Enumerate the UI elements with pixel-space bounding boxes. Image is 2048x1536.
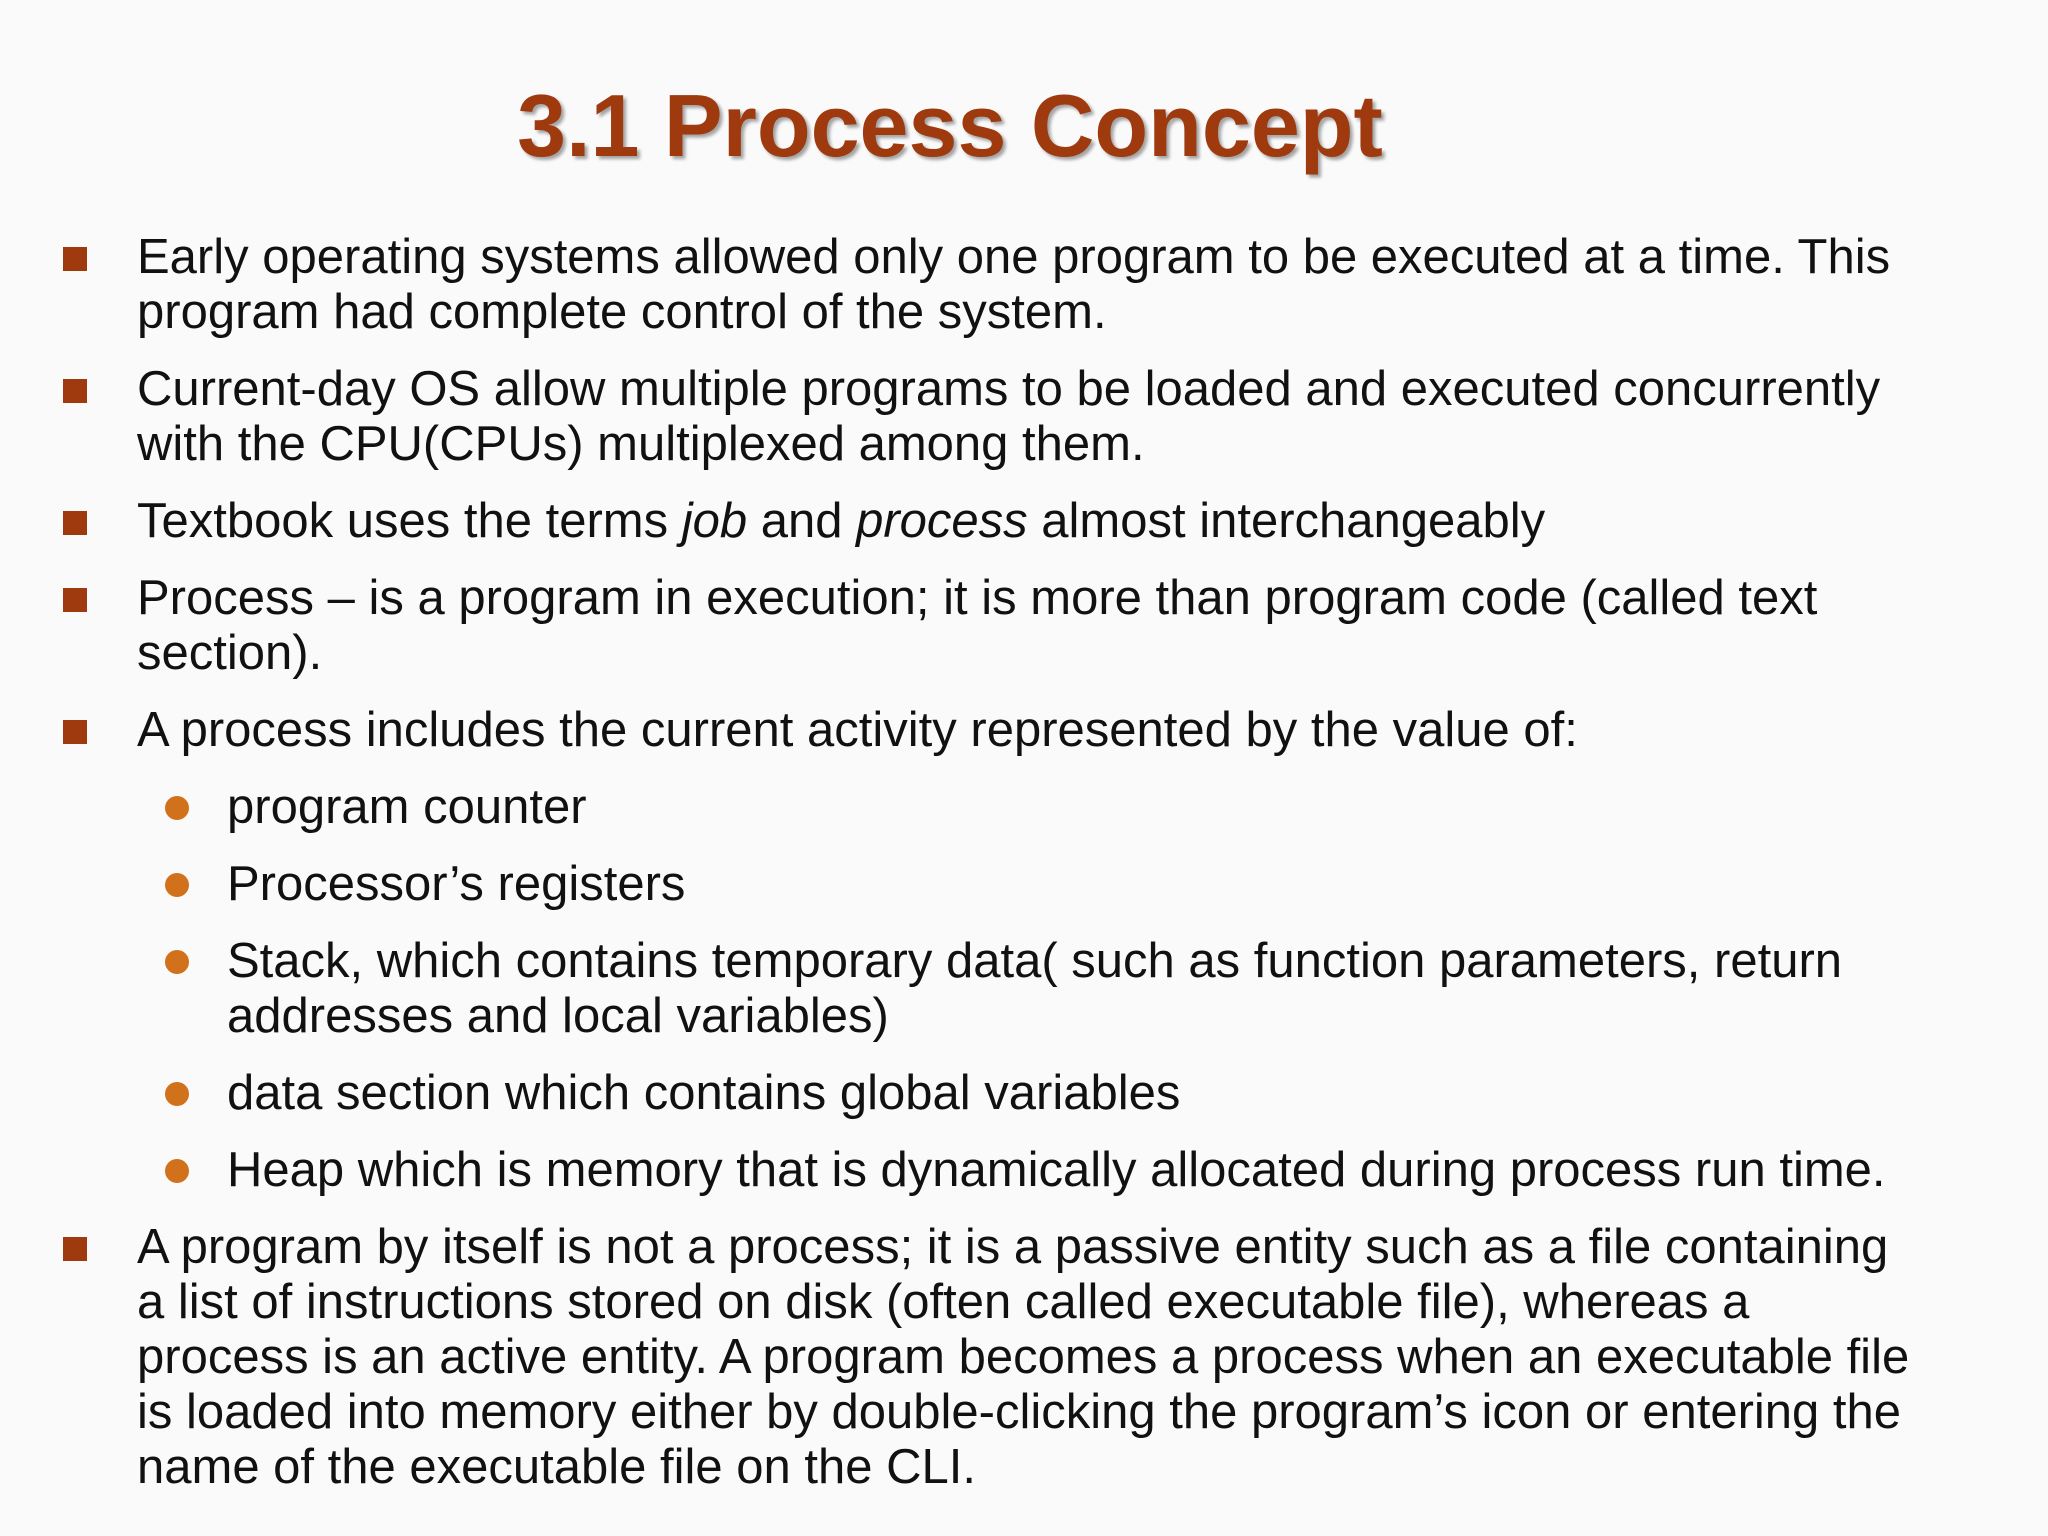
bullet-item-textbook-terms bbox=[137, 494, 2027, 549]
round-bullet-icon bbox=[165, 1159, 189, 1183]
square-bullet-icon bbox=[63, 720, 87, 744]
bullet-text-line: A process includes the current activity represented by the value of: bbox=[137, 703, 1578, 757]
sub-bullet-text-line: Processor’s registers bbox=[227, 857, 686, 911]
bullet-text-line: Early operating systems allowed only one program to be executed at a time. This bbox=[137, 230, 1891, 284]
sub-bullet-text-line: data section which contains global variables bbox=[227, 1066, 1181, 1120]
bullet-item-current-os bbox=[137, 362, 2027, 472]
bullet-text-line: section). bbox=[137, 626, 323, 680]
bullet-text-line: name of the executable file on the CLI. bbox=[137, 1440, 976, 1494]
square-bullet-icon bbox=[63, 511, 87, 535]
sub-bullet-registers bbox=[227, 857, 2027, 912]
bullet-text-line: Process – is a program in execution; it is more than program code (called text bbox=[137, 571, 1818, 625]
term-process: process bbox=[856, 494, 1028, 548]
square-bullet-icon bbox=[63, 379, 87, 403]
bullet-text-line: program had complete control of the system. bbox=[137, 285, 1107, 339]
bullet-item-early-os bbox=[137, 230, 2027, 340]
bullet-text-line: process is an active entity. A program becomes a process when an executable file bbox=[137, 1330, 1910, 1384]
sub-bullet-heap bbox=[227, 1143, 2027, 1198]
slide-title: 3.1 Process Concept bbox=[517, 76, 1383, 175]
sub-bullet-program-counter bbox=[227, 780, 2027, 835]
text-segment: Textbook uses the terms bbox=[137, 494, 682, 548]
square-bullet-icon bbox=[63, 588, 87, 612]
text-segment: and bbox=[747, 494, 857, 548]
bullet-item-process-definition bbox=[137, 571, 2027, 681]
bullet-text-line: a list of instructions stored on disk (often called executable file), whereas a bbox=[137, 1275, 1750, 1329]
sub-bullet-text-line: Heap which is memory that is dynamically allocated during process run time. bbox=[227, 1143, 1886, 1197]
bullet-text-line bbox=[137, 494, 2027, 549]
round-bullet-icon bbox=[165, 873, 189, 897]
sub-bullet-text-line: program counter bbox=[227, 780, 587, 834]
sub-bullet-text-line: addresses and local variables) bbox=[227, 989, 889, 1043]
round-bullet-icon bbox=[165, 796, 189, 820]
round-bullet-icon bbox=[165, 1082, 189, 1106]
text-segment: almost interchangeably bbox=[1027, 494, 1546, 548]
bullet-text-line: with the CPU(CPUs) multiplexed among them. bbox=[137, 417, 1145, 471]
bullet-text-line: A program by itself is not a process; it is a passive entity such as a file containing bbox=[137, 1220, 1889, 1274]
round-bullet-icon bbox=[165, 950, 189, 974]
sub-bullet-stack bbox=[227, 934, 2027, 1044]
sub-bullet-text-line: Stack, which contains temporary data( such as function parameters, return bbox=[227, 934, 1843, 988]
bullet-text-line: is loaded into memory either by double-clicking the program’s icon or entering the bbox=[137, 1385, 1902, 1439]
bullet-item-process-includes bbox=[137, 703, 2027, 758]
term-job: job bbox=[681, 494, 748, 548]
square-bullet-icon bbox=[63, 1237, 87, 1261]
bullet-text-line: Current-day OS allow multiple programs to be loaded and executed concurrently bbox=[137, 362, 1881, 416]
square-bullet-icon bbox=[63, 247, 87, 271]
sub-bullet-data-section bbox=[227, 1066, 2027, 1121]
bullet-item-program-vs-process bbox=[137, 1220, 2027, 1495]
